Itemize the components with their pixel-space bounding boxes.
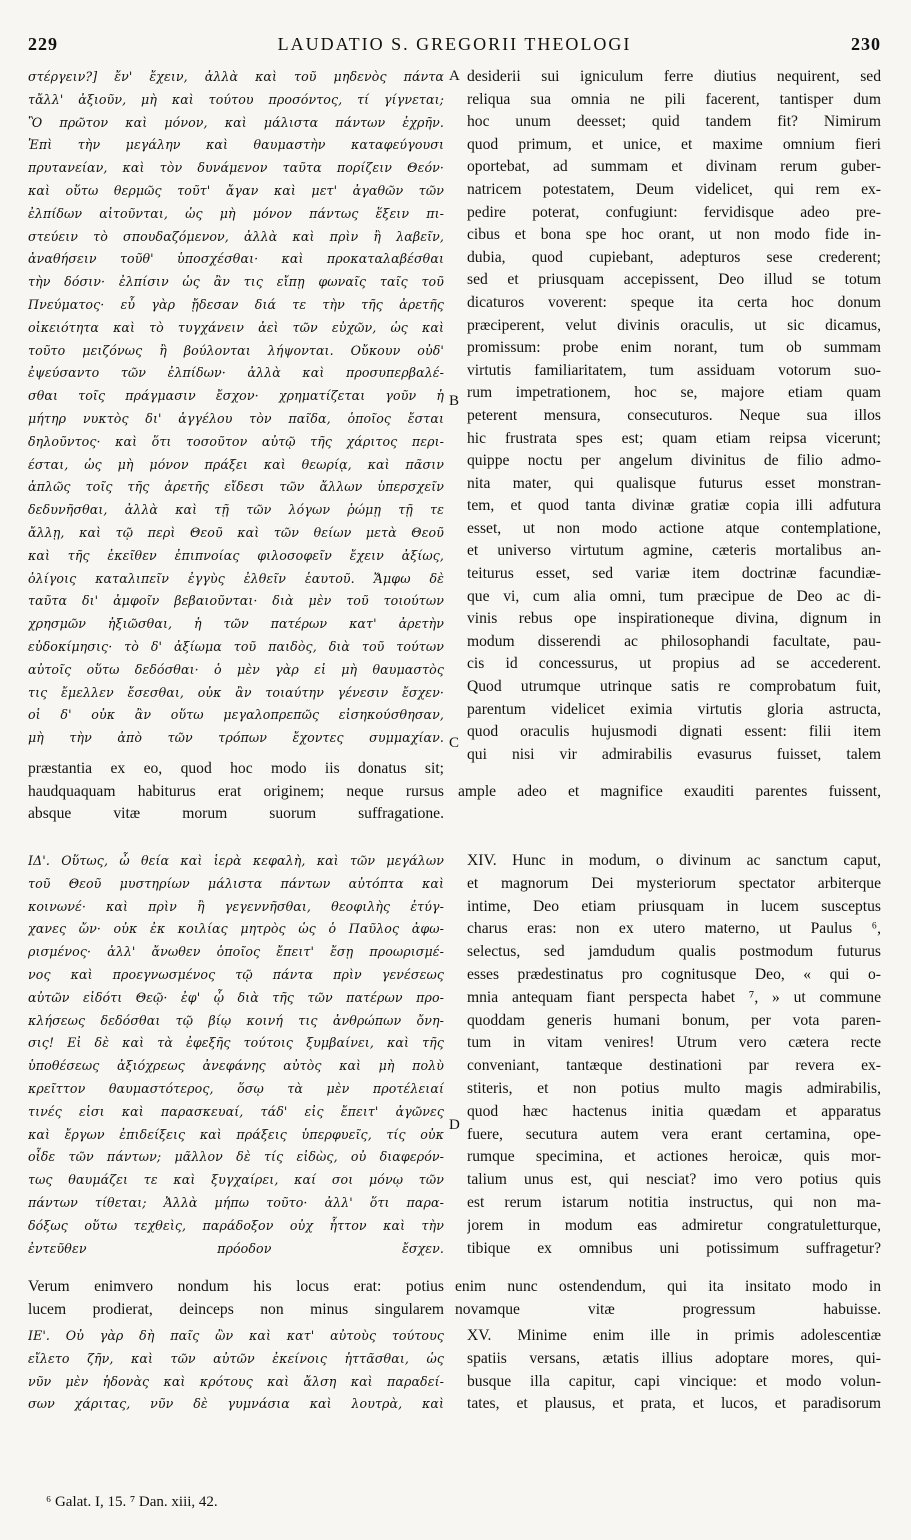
text-line: tum in vitam venires! Utrum vero cætera recte (467, 1034, 881, 1052)
text-line: haudquaquam habiturus erat originem; neque rursus (28, 782, 444, 800)
text-line: quippe noctu per angelum divinitus de filio admo- (467, 452, 881, 470)
latin-wide-block-2-right (455, 1276, 881, 1322)
text-line: ἐψεύσαντο τῶν ἐλπίδων· ἀλλὰ καὶ προσυπερβαλέ- (28, 365, 444, 381)
text-line: quod hæc hactenus initia quædam et apparatus (467, 1102, 881, 1120)
text-line: charus eras: non ex utero materno, ut Paulus ⁶, (467, 920, 881, 938)
text-line: τις ἔμελλεν ἔσεσθαι, οὐκ ἂν τοιαύτην γένεσιν ἔσχεν· (28, 684, 444, 700)
text-line: τως θαυμάζει τε καὶ ξυγχαίρει, καί σοι μόνῳ τῶν (28, 1172, 444, 1188)
text-line: πρυτανείαν, καὶ τὸν δυνάμενον ταῦτα πορίζειν Θεόν· (28, 160, 444, 176)
text-line: tem, et quod tanta divinæ gratiæ copia illi adfutura (467, 497, 881, 515)
text-line: vinis rebus ope inspirationeque divina, dignum in (467, 610, 881, 628)
text-line: καὶ τῆς ἐκεῖθεν ἐπιπνοίας φιλοσοφεῖν ἔχειν ἀξίως, (28, 547, 444, 563)
text-line: ἄλλῃ, καὶ τῷ περὶ Θεοῦ καὶ τῶν θείων μετὰ Θεοῦ (28, 524, 444, 540)
text-line: cis id concessurus, ut propius ad se accederent. (467, 655, 881, 673)
text-line: dubia, quod cupiebant, adepturos sese crederent; (467, 248, 881, 266)
text-line: αὐτοῖς οὕτω δεδόσθαι· ὁ μὲν γὰρ εἰ μὴ θαυμαστὸς (28, 661, 444, 677)
text-line: ἀναθήσειν τοῦθ' ὑποσχέσθαι· καὶ προκαταλαβέσθαι (28, 251, 444, 267)
text-line: dicaturos voverent: speque ita certa hoc donum (467, 293, 881, 311)
latin-wide-block-1-left (28, 758, 444, 826)
text-line: præstantia ex eo, quod hoc modo iis donatus sit; (28, 760, 444, 777)
text-line: jorem in modum eas admiretur congratuletturque, (467, 1216, 881, 1234)
text-line: præciperent, velut divinis oraculis, ut sic dicamus, (467, 316, 881, 334)
text-line: hoc unum deesset; quid tandem fit? Nimirum (467, 113, 881, 131)
text-line: esset, ut non modo actione atque contemplatione, (467, 519, 881, 537)
text-line: hic frustrata spes est; quam etiam reipsa vicerunt; (467, 429, 881, 447)
running-header (28, 34, 881, 60)
text-line: et magnorum Dei mysteriorum spectator arbiterque (467, 874, 881, 892)
text-line: δηλοῦντος· καὶ ὅτι τοσοῦτον αὐτῷ τῆς χάριτος περι- (28, 433, 444, 449)
text-line: rum impetrationem, hoc se, majore etiam quam (467, 384, 881, 402)
text-line: ΙΕ'. Οὐ γὰρ δὴ παῖς ὢν καὶ κατ' αὐτοὺς τούτους (28, 1328, 444, 1343)
text-line: Quod utrumque utrinque satis re comprobatum fuit, (467, 678, 881, 696)
text-line: desiderii sui igniculum ferre diutius nequirent, sed (467, 68, 881, 85)
text-line: spatiis versans, ætatis illius adoptare mores, qui- (467, 1349, 881, 1367)
text-line: τινές εἰσι καὶ παρασκευαί, τάδ' εἰς ἔπειτ' ἀγῶνες (28, 1103, 444, 1119)
text-line: selectus, sed jamdudum qualis postmodum futurus (467, 943, 881, 961)
text-line: rumque specimina, et actiones heroicæ, quis mor- (467, 1148, 881, 1166)
text-line: χρησμῶν ἠξιῶσθαι, ἡ τῶν πατέρων κατ' ἀρετὴν (28, 616, 444, 632)
text-line: ὀλίγοις καταλιπεῖν ἐγγὺς ἐλθεῖν ἑαυτοῦ. Ἄμφω δὲ (28, 570, 444, 586)
footnotes: ⁶ Galat. I, 15. ⁷ Dan. xiii, 42. (46, 1494, 218, 1510)
text-line: esses prædestinatus pro cognitusque Deo, « qui o- (467, 965, 881, 983)
text-line: tates, et plausus, et prata, et lucos, et paradisorum (467, 1395, 881, 1413)
text-line: πάντων τίθεται; Ἀλλὰ μήπω τοῦτο· ἀλλ' ὅτι παρα- (28, 1194, 444, 1210)
text-line: est rerum istarum notitia instructus, qui non ma- (467, 1193, 881, 1211)
text-line: ὑποθέσεως ἀξιόχρεως ἀνεφάνης αὐτὸς καὶ μὴ πολὺ (28, 1058, 444, 1074)
text-line: natricem potestatem, Deum videlicet, qui rem ex- (467, 180, 881, 198)
text-line: ρισμένος· ἀλλ' ἄνωθεν ὁποῖος ἔπειτ' ἔσῃ προωρισμέ- (28, 944, 444, 960)
text-line: καὶ ἔργων ἐπιδείξεις καὶ πράξεις ὑπερφυεῖς, τίς οὐκ (28, 1126, 444, 1142)
text-line: Ἐπὶ τὴν μεγάλην καὶ θαυμαστὴν καταφεύγουσι (28, 137, 444, 153)
running-title: LAUDATIO S. GREGORII THEOLOGI (277, 34, 632, 54)
text-line: ample adeo et magnifice exauditi parentes fuissent, (458, 783, 881, 800)
latin-column-block-2 (467, 850, 881, 1260)
margin-marker-a: A (449, 68, 460, 84)
latin-column-block-3 (467, 1325, 881, 1416)
text-line: οἰκειότητα καὶ τὸ τυγχάνειν ἀεὶ τῶν εὐχῶν, ὡς καὶ (28, 319, 444, 335)
text-line: stiteris, et non potius multo magis admirabilis, (467, 1079, 881, 1097)
text-line: parentum videlicet eximia virtutis gloria astructa, (467, 700, 881, 718)
text-line: Ὃ πρῶτον καὶ μόνον, καὶ μάλιστα πάντων ἐχρῆν. (28, 114, 444, 130)
text-line: lucem prodierat, deinceps non minus singularem (28, 1300, 444, 1318)
margin-marker-c: C (449, 735, 460, 751)
text-line: κοινωνέ· καὶ πρὶν ἢ γεγεννῆσθαι, θεοφιλὴς ἐτύγ- (28, 898, 444, 914)
text-line: ἁπλῶς τοῖς τῆς ἀρετῆς εἴδεσι τῶν ἄλλων ὑπερσχεῖν (28, 479, 444, 495)
text-line: sed et priusquam accepissent, Deo illud se totum (467, 271, 881, 289)
text-line: τὴν δόσιν· ἐλπίσιν ὡς ἂν τις εἴπῃ φωναῖς ταῖς τοῦ (28, 274, 444, 290)
latin-wide-block-1-right (458, 781, 881, 804)
text-line: μήτηρ νυκτὸς δι' ἀγγέλου τὸν παῖδα, ὁποῖος ἔσται (28, 410, 444, 426)
text-line: ἐντεῦθεν πρόοδον ἔσχεν. (28, 1240, 444, 1256)
text-line: cibus et bona spe hoc orant, ut non modo fide in- (467, 226, 881, 244)
text-line: νῦν μὲν ἡδονὰς καὶ κρότους καὶ ἄλση καὶ παραδεί- (28, 1373, 444, 1389)
text-line: promissum: probe enim norant, tum ob summam (467, 339, 881, 357)
greek-column-block-3 (28, 1325, 444, 1416)
text-line: reliqua sua omnia ne pili facerent, tantisper dum (467, 90, 881, 108)
text-line: modum disserendi ac philosophandi facultate, pau- (467, 632, 881, 650)
text-line: XIV. Hunc in modum, o divinum ac sanctum caput, (467, 852, 881, 869)
text-line: οἶδε τῶν πάντων; μᾶλλον δὲ τίς εἰδὼς, οὐ διαφερόν- (28, 1149, 444, 1165)
text-line: νος καὶ προεγνωσμένος τῷ πάντα πρὶν γενέσεως (28, 966, 444, 982)
text-line: εἴλετο ζῆν, καὶ τῶν αὐτῶν ἐκείνοις ἡττᾶσθαι, ὡς (28, 1350, 444, 1366)
text-line: Verum enimvero nondum his locus erat: potius (28, 1278, 444, 1295)
text-line: Πνεύματος· εὖ γὰρ ᾔδεσαν διά τε τὴν τῆς ἀρετῆς (28, 296, 444, 312)
page-number-left: 229 (28, 34, 58, 54)
text-line: quod oraculis hujusmodi dignati essent: filii item (467, 723, 881, 741)
text-line: κρεῖττον θαυμαστότερος, ὅσῳ τὰ μὲν προτέλειαί (28, 1080, 444, 1096)
text-line: peterent mensura, consecuturos. Neque sua illos (467, 406, 881, 424)
text-line: σθαι τοῖς πράγμασιν ἔσχον· χρηματίζεται γοῦν ἡ (28, 388, 444, 404)
margin-marker-b: B (449, 393, 460, 409)
greek-column-block-1 (28, 66, 444, 750)
text-line: absque vitæ morum suorum suffragatione. (28, 805, 444, 823)
text-line: μὴ τὴν ἀπὸ τῶν τρόπων ἔχοντες συμμαχίαν. (28, 730, 444, 746)
text-line: quoddam generis humani bonum, per vota paren- (467, 1011, 881, 1029)
text-line: conveniant, tantæque destinationi par revera ex- (467, 1057, 881, 1075)
text-line: τἄλλ' ἀξιοῦν, μὴ καὶ τούτου προσόντος, τί γίγνεται; (28, 91, 444, 107)
text-line: χανες ὤν· οὐκ ἐκ κοιλίας μητρὸς ὡς ὁ Παῦλος ἀφω- (28, 921, 444, 937)
page-number-right: 230 (851, 34, 881, 54)
text-line: καὶ οὕτω θερμῶς τοῦτ' ἄγαν καὶ μετ' ἀγαθῶν τῶν (28, 182, 444, 198)
text-line: enim nunc ostendendum, qui ita insitato modo in (455, 1278, 881, 1295)
text-line: σων χάριτας, νῦν δὲ γυμνάσια καὶ λουτρὰ, καὶ (28, 1396, 444, 1412)
text-line: σις! Εἰ δὲ καὶ τὰ ἐφεξῆς τούτοις ξυμβαίνει, καὶ τῆς (28, 1035, 444, 1051)
text-line: virtutis familiaritatem, tum assiduam votorum suo- (467, 361, 881, 379)
text-line: quod primum, et unice, et maxime omnium fieri (467, 135, 881, 153)
text-line: τοῦτο μειζόνως ἢ βούλονται λήψονται. Οὔκουν οὐδ' (28, 342, 444, 358)
latin-wide-block-2-left (28, 1276, 444, 1322)
text-line: δεδυνῆσθαι, ἀλλὰ καὶ τῇ τῶν λόγων ῥώμῃ τῇ τε (28, 502, 444, 518)
text-line: intime, Deo etiam priusquam in lucem susceptus (467, 897, 881, 915)
text-line: οἱ δ' οὐκ ἂν οὕτω μεγαλοπρεπῶς εἰσηκούσθησαν, (28, 707, 444, 723)
text-line: ταῦτα δι' ἀμφοῖν βεβαιοῦνται· διὰ μὲν τοῦ τοιούτων (28, 593, 444, 609)
text-line: fuere, secutura autem vera erant certamina, ope- (467, 1125, 881, 1143)
text-line: ΙΔ'. Οὕτως, ὦ θεία καὶ ἱερὰ κεφαλὴ, καὶ τῶν μεγάλων (28, 853, 444, 868)
text-line: XV. Minime enim ille in primis adolescentiæ (467, 1327, 881, 1344)
text-line: εὐδοκίμησις· τὸ δ' ἀξίωμα τοῦ παιδὸς, διὰ τοῦ τούτων (28, 638, 444, 654)
text-line: novamque vitæ progressum habuisse. (455, 1300, 881, 1318)
text-line: στέργειν?] ἔν' ἔχειν, ἀλλὰ καὶ τοῦ μηδενὸς πάντα (28, 69, 444, 84)
text-line: έσται, ὡς μὴ μόνον πράξει καὶ θεωρίᾳ, καὶ πᾶσιν (28, 456, 444, 472)
text-line: teiturus esset, sed variæ item doctrinæ facundiæ- (467, 565, 881, 583)
text-line: oportebat, ad summam et divinam rerum guber- (467, 158, 881, 176)
text-line: talium unus est, qui nesciat? imo vero potius quis (467, 1171, 881, 1189)
text-line: pedire poterat, confugiunt: fervidisque adeo pre- (467, 203, 881, 221)
text-line: qui nisi vir admirabilis evasurus fuisset, talem (467, 745, 881, 763)
text-line: nita mater, qui qualisque futurus esset monstran- (467, 474, 881, 492)
text-line: κλήσεως δεδόσθαι τῷ βίῳ κοινή τις ἀνθρώπων ὄνη- (28, 1012, 444, 1028)
text-line: δόξως οὕτω τεχθεὶς, παράδοξον οὐχ ἧττον καὶ τὴν (28, 1217, 444, 1233)
margin-marker-d: D (449, 1117, 460, 1133)
text-line: τοῦ Θεοῦ μυστηρίων μάλιστα πάντων αὐτόπτα καὶ (28, 875, 444, 891)
text-line: στεύειν τὸ σπουδαζόμενον, ἀλλὰ καὶ πρὶν ἢ λαβεῖν, (28, 228, 444, 244)
text-line: αὐτῶν εἰδότι Θεῷ· ἐφ' ᾧ διὰ τῆς τῶν πατέρων προ- (28, 989, 444, 1005)
text-line: que vi, cum alia omni, tum præcipue de Deo ac di- (467, 587, 881, 605)
text-line: et universo virtutum agmine, cæteris mortalibus an- (467, 542, 881, 560)
text-line: busque illa capitur, capi vincique: et modo volun- (467, 1372, 881, 1390)
latin-column-block-1 (467, 66, 881, 766)
text-line: ἐλπίδων αἰτοῦνται, ὡς μὴ μόνον πάντως ἕξειν πι- (28, 205, 444, 221)
text-line: tibique ex omnibus uni potissimum suffragetur? (467, 1239, 881, 1257)
greek-column-block-2 (28, 850, 444, 1260)
text-line: mnia antequam fiant perspecta habet ⁷, » ut commune (467, 988, 881, 1006)
